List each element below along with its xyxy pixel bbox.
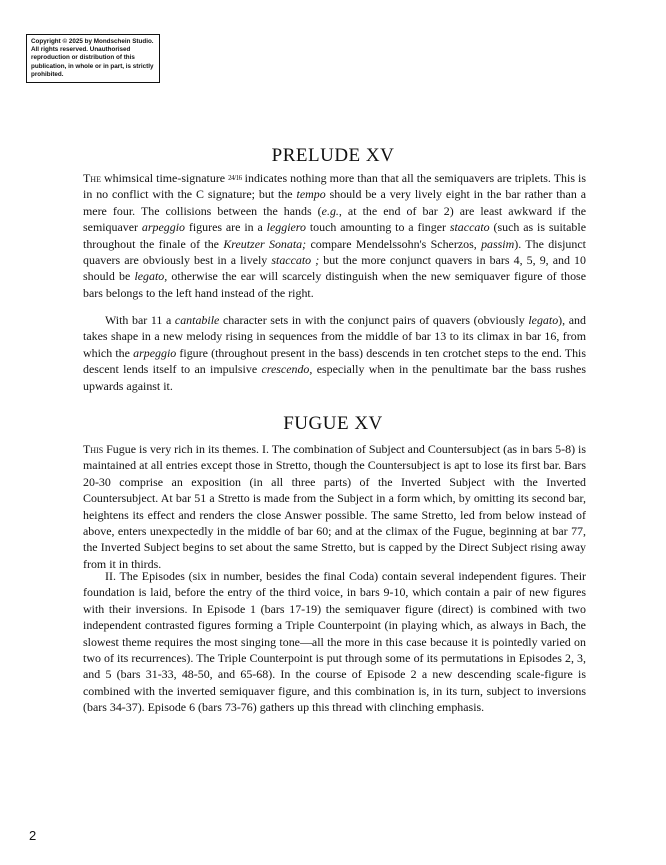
time-signature: 24/16 [228, 174, 242, 182]
copyright-notice: Copyright © 2025 by Mondschein Studio. All rights reserved. Unauthorised reproduction or distribution of this publication, in whole or in part, is strictly prohibited. [26, 34, 160, 83]
prelude-paragraph-1: The whimsical time-signature 24/16 indicates nothing more than that all the semiquavers are triplets. This is in no conflict with the C signature; but the tempo should be a very lively eight in the bar rather than a mere four. The collisions between the hands (e.g., at the end of bar 2) are least awkward if the semiquaver arpeggio figures are in a leggiero touch amounting to a finger staccato (such as is suitable throughout the finale of the Kreutzer Sonata; compare Mendelssohn's Scherzos, passim). The disjunct quavers are obviously best in a lively staccato ; but the more conjunct quavers in bars 4, 5, 9, and 10 should be legato, otherwise the ear will scarcely distinguish when the new semiquaver figure of those bars belongs to the left hand instead of the right. [83, 171, 587, 300]
fugue-paragraph-1: This Fugue is very rich in its themes. I. The combination of Subject and Countersubject (as in bars 5-8) is maintained at all entries except those in Stretto, though the Countersubject is apt to lose its first bar. Bars 20-30 comprise an exposition (in all three parts) of the Inverted Subject with the Inverted Countersubject. At bar 51 a Stretto is made from the Subject in a form which, by omitting its second bar, heightens its effect and renders the close Answer possible. The same Stretto, led from below instead of above, enters unexpectedly in the middle of bar 60; and at the climax of the Fugue, beginning at bar 77, the Inverted Subject begins to set about the same Stretto, but is capped by the Direct Subject rising away from it in thirds. [83, 442, 587, 571]
drop-lead-word: The [83, 171, 101, 185]
prelude-title: PRELUDE XV [271, 145, 395, 166]
fugue-paragraph-2: II. The Episodes (six in number, besides the final Coda) contain several independent figures. Their foundation is laid, before the entry of the third voice, in bars 9-10, which contain a pair of new figures with their inversions. In Episode 1 (bars 17-19) the semiquaver figure (direct) is combined with two independent contrasted figures forming a Triple Counterpoint (in playing which, as always in Bach, the slowest theme requires the most singing tone—all the more in this case because it is pointedly varied on two of its recurrences). The Triple Counterpoint is put through some of its permutations in Episodes 2, 3, and 5 (bars 31-33, 48-50, and 65-68). In the course of Episode 2 a new descending scale-figure is combined with the inverted semiquaver figure, and this combination is, in its turn, subject to inversions (bars 34-37). Episode 6 (bars 73-76) gathers up this thread with clinching emphasis. [83, 569, 586, 715]
fugue-title: FUGUE XV [283, 413, 383, 434]
drop-lead-word: This [83, 442, 104, 456]
prelude-paragraph-2: With bar 11 a cantabile character sets in with the conjunct pairs of quavers (obviously legato), and takes shape in a new melody rising in sequences from the middle of bar 13 to its climax in bar 16, from which the arpeggio figure (throughout present in the bass) descends in ten crotchet steps to the end. This descent lends itself to an impulsive crescendo, especially when in the penultimate bar the bass rushes upwards against it. [83, 313, 586, 393]
page-number: 2 [29, 828, 37, 843]
